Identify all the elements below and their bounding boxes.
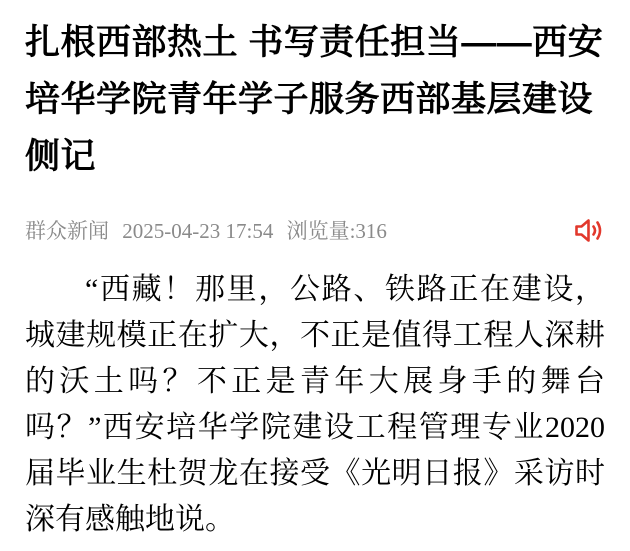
meta-source: 群众新闻 (25, 218, 109, 243)
article-title: 扎根西部热土 书写责任担当——西安培华学院青年学子服务西部基层建设侧记 (25, 23, 604, 176)
meta-datetime: 2025-04-23 17:54 (122, 218, 274, 243)
read-aloud-button[interactable] (573, 216, 605, 245)
meta-view-count: 浏览量:316 (286, 218, 387, 243)
article-body (25, 267, 605, 543)
speaker-icon (573, 216, 605, 245)
article-meta-row (25, 216, 605, 245)
article-meta-text (25, 218, 387, 244)
article-paragraph: “西藏！那里，公路、铁路正在建设，城建规模正在扩大，不正是值得工程人深耕的沃土吗？不正是青年大展身手的舞台吗？”西安培华学院建设工程管理专业2020届毕业生杜贺龙在接受《光明日报》采访时深有感触地说。 (25, 273, 605, 536)
